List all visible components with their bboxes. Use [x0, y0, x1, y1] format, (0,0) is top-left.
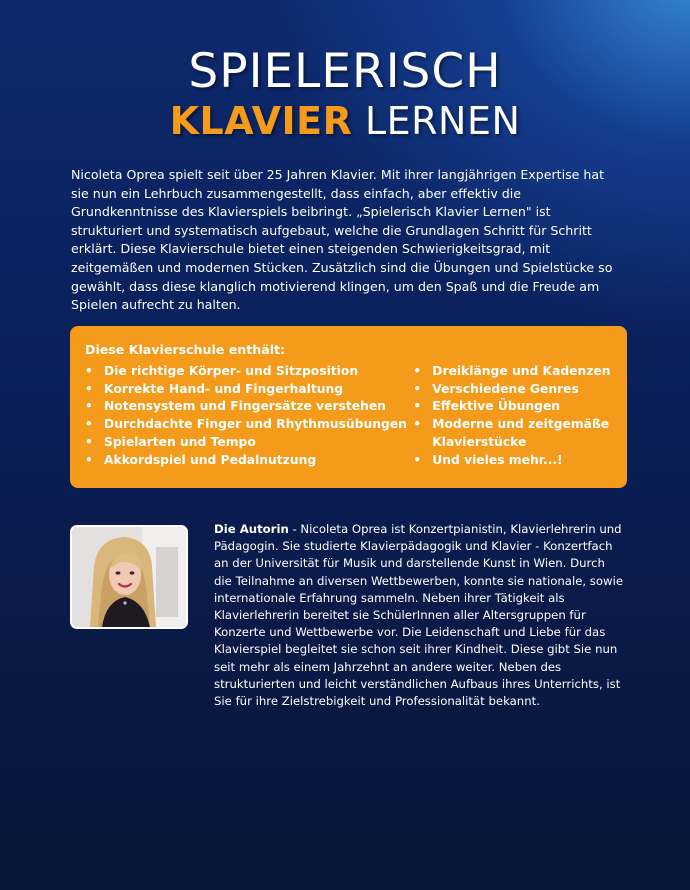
author-bio	[214, 521, 626, 710]
list-item-label: Dreiklänge und Kadenzen	[432, 364, 611, 378]
author-label: Die Autorin	[214, 522, 289, 536]
list-item	[413, 416, 611, 451]
bullet-icon: •	[413, 452, 422, 467]
features-list-left	[85, 363, 413, 469]
page-title	[0, 44, 690, 144]
list-item	[413, 398, 611, 416]
author-bio-text: - Nicoleta Oprea ist Konzertpianistin, Klavierlehrerin und Pädagogin. Sie studierte Klavierpädagogik und Klavier - Konzertfach an der Universität für Musik und darstellende Kunst in Wien. Durch die Teilnahme an diversen Wettbewerben, konnte sie nationale, sowie internationale Erfahrung sammeln. Neben ihrer Tätigkeit als Klavierlehrerin bereitet sie SchülerInnen aller Altersgruppen für Konzerte und Wettbewerbe vor. Die Leidenschaft und Liebe für das Klavierspiel begleitet sie schon seit ihrer Kindheit. Diese gibt Sie nun seit mehr als einem Jahrzehnt an andere weiter. Neben des strukturierten und leicht verständlichen Aufbaus ihres Unterrichts, ist Sie für ihre Zielstrebigkeit und Professionalität bekannt.	[214, 522, 624, 709]
list-item-label: Verschiedene Genres	[432, 381, 579, 396]
title-line-2	[0, 98, 690, 144]
list-item	[85, 381, 413, 399]
list-item-label: Effektive Übungen	[432, 399, 561, 414]
list-item	[85, 434, 413, 452]
list-item	[85, 452, 413, 470]
bullet-icon: •	[413, 417, 422, 432]
list-item-label: Notensystem und Fingersätze verstehen	[104, 399, 386, 414]
list-item-label: Durchdachte Finger und Rhythmusübungen	[104, 417, 407, 432]
features-box	[70, 326, 627, 488]
list-item-label: Spielarten und Tempo	[104, 434, 256, 449]
author-portrait-image	[72, 527, 186, 627]
bullet-icon: •	[85, 399, 93, 414]
list-item	[85, 398, 413, 416]
title-line-1: SPIELERISCH	[188, 44, 502, 99]
intro-paragraph: Nicoleta Oprea spielt seit über 25 Jahren Klavier. Mit ihrer langjährigen Expertise hat sie nun ein Lehrbuch zusammengestellt, dass einfach, aber effektiv die Grundkenntnisse des Klavierspiels beibringt. „Spielerisch Klavier Lernen" ist strukturiert und systematisch aufgebaut, welche die Grundlagen Schritt für Schritt erklärt. Diese Klavierschule bietet einen steigenden Schwierigkeitsgrad, mit zeitgemäßen und modernen Stücken. Zusätzlich sind die Übungen und Spielstücke so gewählt, dass diese klanglich motivierend klingen, um den Spaß und die Freude am Spielen aufrecht zu halten.	[71, 167, 613, 313]
bullet-icon: •	[85, 452, 93, 467]
list-item	[85, 416, 413, 434]
list-item-label: Akkordspiel und Pedalnutzung	[104, 452, 317, 467]
bullet-icon: •	[85, 417, 93, 432]
bullet-icon: •	[85, 434, 93, 449]
bullet-icon: •	[85, 364, 93, 378]
bullet-icon: •	[413, 381, 422, 396]
list-item	[85, 363, 413, 381]
title-rest: LERNEN	[364, 99, 521, 143]
list-item	[413, 452, 611, 470]
features-heading: Diese Klavierschule enthält:	[85, 342, 286, 357]
author-photo	[70, 525, 188, 629]
list-item	[413, 363, 611, 381]
bullet-icon: •	[85, 381, 93, 396]
bullet-icon: •	[413, 364, 422, 378]
features-list-right	[413, 363, 611, 469]
list-item-label: Korrekte Hand- und Fingerhaltung	[104, 381, 344, 396]
list-item-label: Und vieles mehr...!	[432, 452, 563, 467]
title-highlight: KLAVIER	[169, 99, 353, 143]
list-item-label: Moderne und zeitgemäße Klavierstücke	[432, 417, 610, 449]
list-item	[413, 381, 611, 399]
bullet-icon: •	[413, 399, 422, 414]
list-item-label: Die richtige Körper- und Sitzposition	[104, 364, 359, 378]
